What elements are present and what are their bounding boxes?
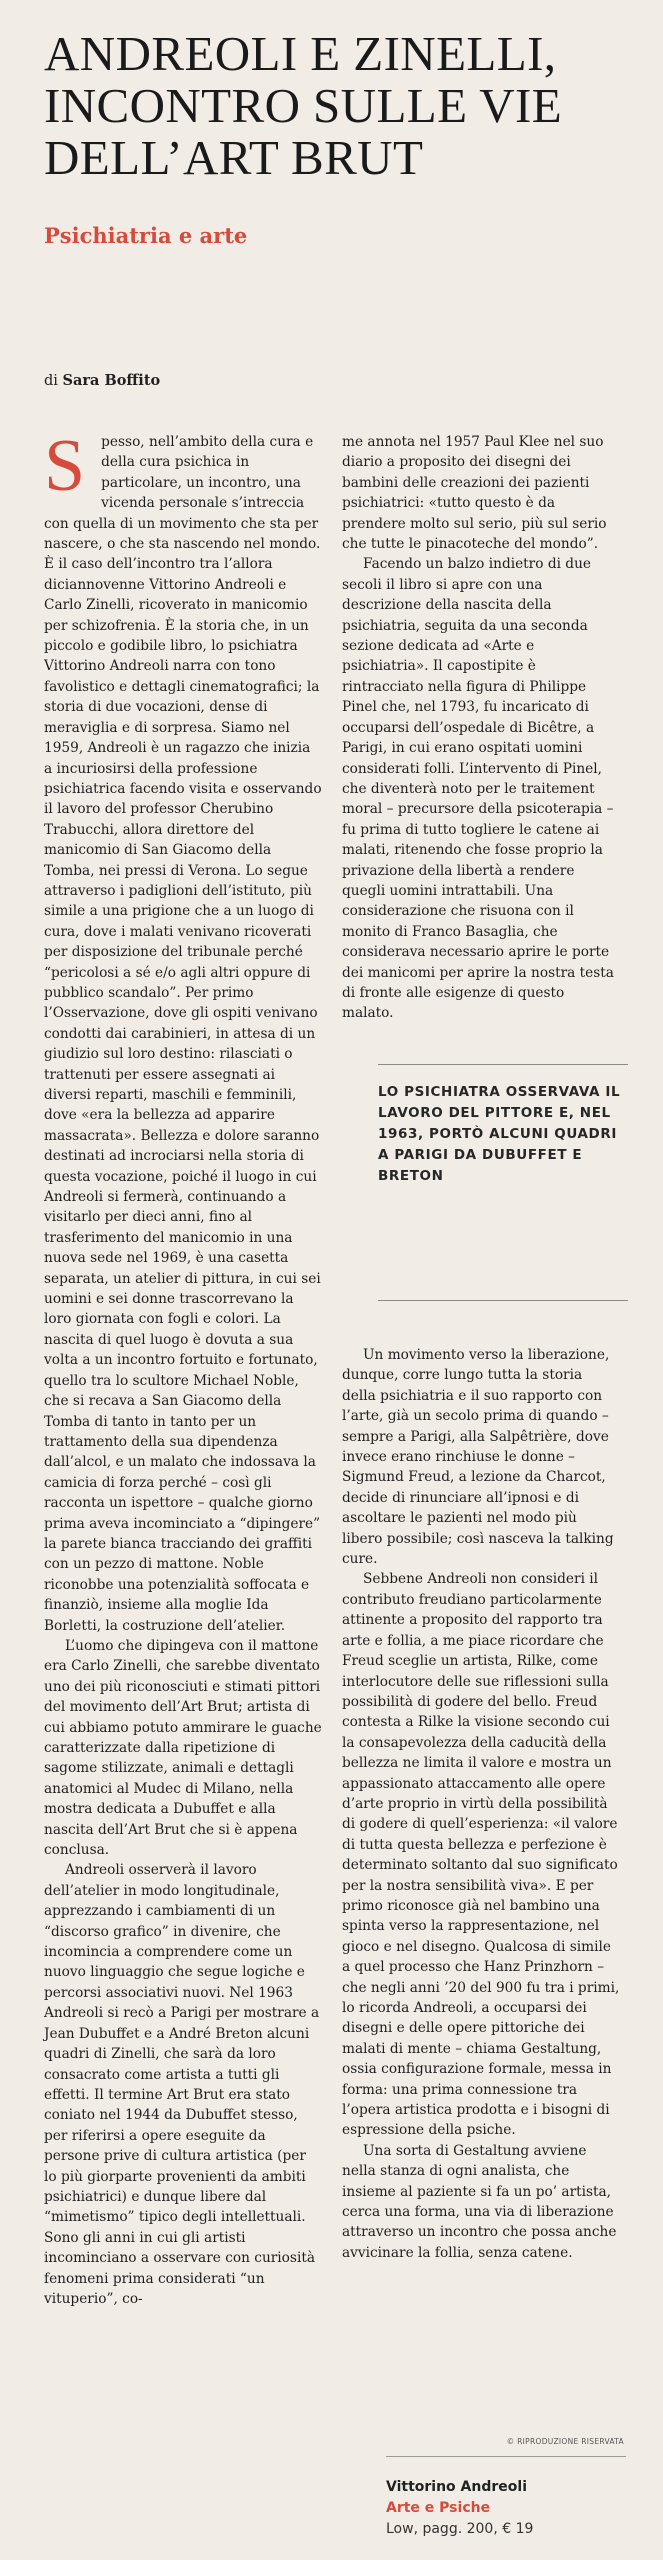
- subtitle: Psichiatria e arte: [44, 223, 248, 248]
- book-title: Arte e Psiche: [386, 2500, 491, 2516]
- column-right-bottom: [342, 1345, 620, 2263]
- paragraph: Una sorta di Gestaltung avviene nella stanza di ogni analista, che insieme al paziente si fa un po’ artista, cerca una forma, una via di liberazione attraverso un incontro che possa anche avvicinare la follia, senza catene.: [342, 2142, 617, 2261]
- paragraph: me annota nel 1957 Paul Klee nel suo diario a proposito dei disegni dei bambini delle creazioni dei pazienti psichiatrici: «tutto questo è da prendere molto sul serio, più sul serio che tutte le pinacoteche del mondo”.: [342, 434, 607, 553]
- byline: [44, 372, 160, 389]
- headline: ANDREOLI E ZINELLI, INCONTRO SULLE VIE DELL’ART BRUT: [44, 26, 563, 185]
- pullquote-bottom-rule: [378, 1300, 628, 1301]
- book-author: Vittorino Andreoli: [386, 2479, 527, 2495]
- paragraph: L’uomo che dipingeva con il mattone era Carlo Zinelli, che sarebbe diventato uno dei più riconosciuti e stimati pittori del movimento dell’Art Brut; artista di cui abbiamo potuto ammirare le guache caratterizzate dalla ripetizione di sagome stilizzate, animali e dettagli anatomici al Mudec di Milano, nella mostra dedicata a Dubuffet e alla nascita dell’Art Brut che si è appena conclusa.: [44, 1637, 322, 1859]
- paragraph-text: pesso, nell’ambito della cura e della cura psichica in particolare, un incontro, una vicenda personale s’intreccia con quella di un movimento che sta per nascere, o che sta nascendo nel mondo. È il caso dell’incontro tra l’allora diciannovenne Vittorino Andreoli e Carlo Zinelli, ricoverato in manicomio per schizofrenia. È la storia che, in un piccolo e godibile libro, lo psichiatra Vittorino Andreoli narra con tono favolistico e dettagli cinematografici; la storia di due vocazioni, dense di meraviglia e di sorpresa. Siamo nel 1959, Andreoli è un ragazzo che inizia a incuriosirsi della professione psichiatrica facendo visita e osservando il lavoro del professor Cherubino Trabucchi, allora direttore del manicomio di San Giacomo della Tomba, nei pressi di Verona. Lo segue attraverso i padiglioni dell’istituto, più simile a una prigione che a un luogo di cura, dove i malati venivano ricoverati per disposizione del tribunale perché “pericolosi a sé e/o agli altri oppure di pubblico scandalo”. Per primo l’Osservazione, dove gli ospiti venivano condotti dai carabinieri, in attesa di un giudizio sul loro destino: rilasciati o trattenuti per essere assegnati ai diversi reparti, maschili e femminili, dove «era la bellezza ad apparire massacrata». Bellezza e dolore saranno destinati ad incrociarsi nella storia di questa vocazione, poiché il luogo in cui Andreoli si fermerà, continuando a visitarlo per dieci anni, fino al trasferimento del manicomio in una nuova sede nel 1969, è una casetta separata, un atelier di pittura, in cui sei uomini e sei donne trascorrevano la loro giornata con fogli e colori. La nascita di quel luogo è dovuta a sua volta a un incontro fortuito e fortunato, quello tra lo scultore Michael Noble, che si recava a San Giacomo della Tomba di tanto in tanto per un trattamento della sua dipendenza dall’alcol, e un malato che indossava la camicia di forza perché – così gli racconta un ispettore – qualche giorno prima aveva incominciato a “dipingere” la parete bianca tracciando dei graffiti con un pezzo di mattone. Noble riconobbe una potenzialità soffocata e finanziò, insieme alla moglie Ida Borletti, la costruzione dell’atelier.: [44, 434, 322, 1634]
- paragraph: Sebbene Andreoli non consideri il contributo freudiano particolarmente attinente a proposito del rapporto tra arte e follia, a me piace ricordare che Freud sceglie un artista, Rilke, come interlocutore delle sue riflessioni sulla possibilità di godere del bello. Freud contesta a Rilke la visione secondo cui la consapevolezza della caducità della bellezza ne limita il valore e mostra un appassionato attaccamento alle opere d’arte proprio in virtù della possibilità di godere di quell’esperienza: «il valore di tutta questa bellezza e perfezione è determinato soltanto dal suo significato per la nostra sensibilità viva». E per primo riconosce già nel bambino una spinta verso la rappresentazione, nel gioco e nel disegno. Qualcosa di simile a quel processo che Hanz Prinzhorn – che negli anni ’20 del 900 fu tra i primi, lo ricorda Andreoli, a occuparsi dei disegni e delle opere pittoriche dei malati di mente – chiama Gestaltung, ossia configurazione formale, messa in forma: una prima connessione tra l’opera artistica prodotta e i bisogni di espressione della psiche.: [342, 1571, 620, 2139]
- paragraph: Un movimento verso la liberazione, dunque, corre lungo tutta la storia della psichiatria e il suo rapporto con l’arte, già un secolo prima di quando – sempre a Parigi, alla Salpêtrière, dove invece erano rinchiuse le donne – Sigmund Freud, a lezione da Charcot, decide di rinunciare all’ipnosi e di ascoltare le pazienti nel modo più libero possibile; così nasceva la talking cure.: [342, 1347, 614, 1568]
- pullquote: LO PSICHIATRA OSSERVAVA IL LAVORO DEL PITTORE E, NEL 1963, PORTÒ ALCUNI QUADRI A PARIGI DA DUBUFFET E BRETON: [378, 1084, 621, 1184]
- book-publication-details: Low, pagg. 200, € 19: [386, 2521, 534, 2537]
- book-info: [386, 2477, 626, 2540]
- byline-prefix: di: [44, 373, 63, 389]
- author-name: Sara Boffito: [62, 372, 161, 389]
- paragraph: Andreoli osserverà il lavoro dell’atelier in modo longitudinale, apprezzando i cambiamenti di un “discorso grafico” in divenire, che incomincia a comprendere come un nuovo linguaggio che segue logiche e percorsi associativi nuovi. Nel 1963 Andreoli si recò a Parigi per mostrare a Jean Dubuffet e a André Breton alcuni quadri di Zinelli, che sarà da loro consacrato come artista a tutti gli effetti. Il termine Art Brut era stato coniato nel 1944 da Dubuffet stesso, per riferirsi a opere eseguite da persone prive di cultura artistica (per lo più giorparte provenienti da ambiti psichiatrici) e dunque libere dal “mimetismo” tipico degli intellettuali. Sono gli anni in cui gli artisti incominciano a osservare con curiosità fenomeni prima considerati “un vituperio”, co-: [44, 1862, 320, 2307]
- column-right-top: [342, 432, 620, 1024]
- paragraph: Facendo un balzo indietro di due secoli il libro si apre con una descrizione della nascita della psichiatria, seguita da una seconda sezione dedicata ad «Arte e psichiatria». Il capostipite è rintracciato nella figura di Philippe Pinel che, nel 1793, fu incaricato di occuparsi dell’ospedale di Bicêtre, a Parigi, in cui erano ospitati uomini considerati folli. L’intervento di Pinel, che diventerà noto per le traitement moral – precursore della psicoterapia – fu prima di tutto togliere le catene ai malati, ritenendo che fosse proprio la privazione della libertà a rendere quegli uomini intrattabili. Una considerazione che risuona con il monito di Franco Basaglia, che considerava necessario aprire le porte dei manicomi per aprire la nostra testa di fronte alle esigenze di questo malato.: [342, 556, 614, 1022]
- paragraph: [44, 425, 322, 1636]
- book-info-rule: [386, 2456, 626, 2457]
- pullquote-top-rule: [378, 1064, 628, 1065]
- column-left: [44, 425, 322, 2309]
- drop-cap: S: [44, 425, 86, 507]
- copyright-notice: © RIPRODUZIONE RISERVATA: [506, 2437, 624, 2446]
